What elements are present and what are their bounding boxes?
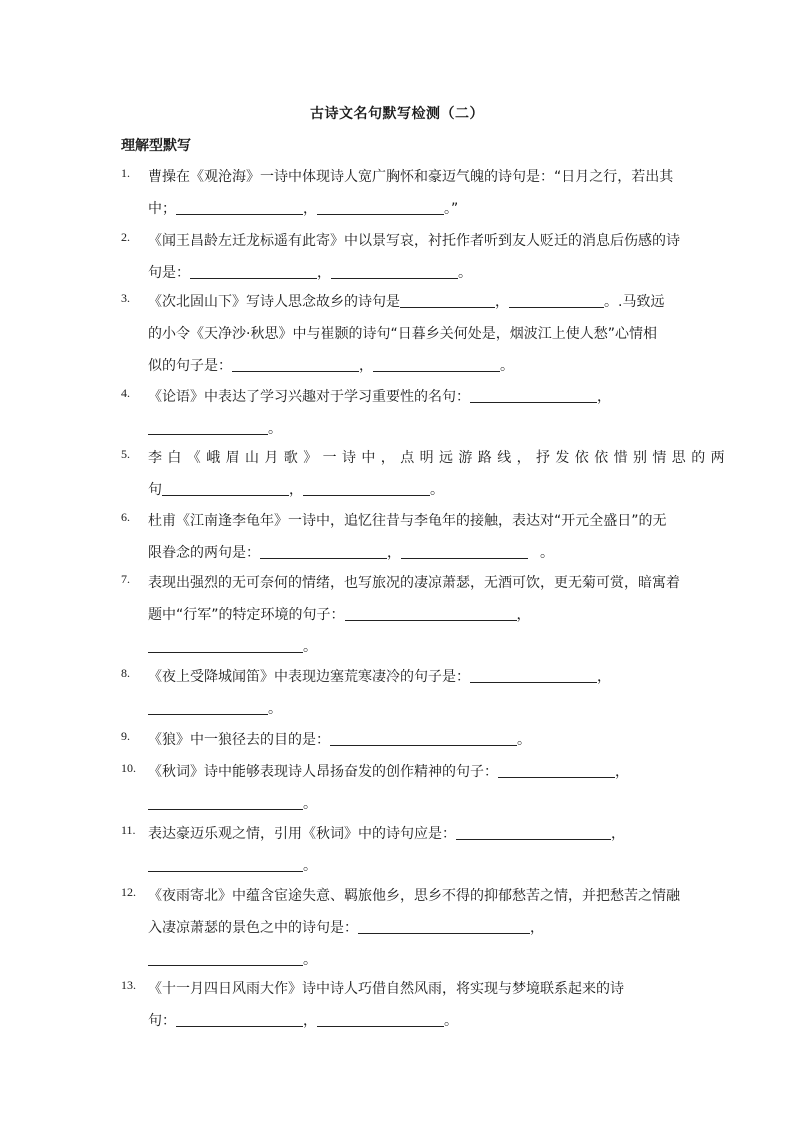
question-text: 。 bbox=[148, 855, 317, 875]
question-number: 6. bbox=[121, 510, 130, 524]
question-text: 入凄凉萧瑟的景色之中的诗句是： ， bbox=[148, 920, 544, 936]
question-number: 2. bbox=[121, 230, 130, 244]
question-text: 。 bbox=[148, 636, 317, 656]
question-text: 《夜上受降城闻笛》中表现边塞荒寒凄冷的句子是： ， bbox=[148, 669, 611, 685]
answer-blank[interactable] bbox=[470, 388, 597, 403]
question-text: 限眷念的两句是： ， 。 bbox=[148, 545, 554, 561]
question-text: 表达豪迈乐观之情，引用《秋词》中的诗句应是： ， bbox=[148, 826, 625, 842]
answer-blank[interactable] bbox=[317, 200, 444, 215]
question-number: 7. bbox=[121, 572, 130, 586]
question-text: 李白《峨眉山月歌》一诗中，点明远游路线，抒发依依惜别情思的两 bbox=[148, 450, 730, 466]
question-number: 12. bbox=[121, 885, 136, 899]
answer-blank[interactable] bbox=[345, 606, 517, 621]
section-heading: 理解型默写 bbox=[121, 138, 191, 154]
question-text: 《十一月四日风雨大作》诗中诗人巧借自然风雨，将实现与梦境联系起来的诗 bbox=[148, 981, 624, 997]
question-text: 《夜雨寄北》中蕴含宦途失意、羁旅他乡，思乡不得的抑郁愁苦之情，并把愁苦之情融 bbox=[148, 888, 680, 904]
answer-blank[interactable] bbox=[330, 731, 517, 746]
answer-blank[interactable] bbox=[456, 825, 611, 840]
question-text: 《次北固山下》写诗人思念故乡的诗句是 ， 。.马致远 bbox=[148, 294, 665, 310]
question-number: 3. bbox=[121, 291, 130, 305]
question-text: 句是： ， 。 bbox=[148, 265, 472, 281]
answer-blank[interactable] bbox=[148, 795, 303, 810]
answer-blank[interactable] bbox=[148, 700, 268, 715]
question-number: 10. bbox=[121, 761, 136, 775]
question-text: 《闻王昌龄左迁龙标遥有此寄》中以景写哀，衬托作者听到友人贬迁的消息后伤感的诗 bbox=[148, 233, 680, 249]
answer-blank[interactable] bbox=[470, 668, 597, 683]
answer-blank[interactable] bbox=[331, 264, 458, 279]
answer-blank[interactable] bbox=[190, 264, 317, 279]
question-text: 《秋词》诗中能够表现诗人昂扬奋发的创作精神的句子： ， bbox=[148, 764, 629, 780]
question-text: 。 bbox=[148, 793, 317, 813]
answer-blank[interactable] bbox=[176, 1012, 303, 1027]
question-text: 。 bbox=[148, 698, 282, 718]
question-text: 曹操在《观沧海》一诗中体现诗人宽广胸怀和豪迈气魄的诗句是：“日月之行，若出其 bbox=[148, 169, 674, 185]
question-number: 1. bbox=[121, 166, 130, 180]
question-number: 13. bbox=[121, 978, 136, 992]
page-title: 古诗文名句默写检测（二） bbox=[310, 106, 484, 122]
answer-blank[interactable] bbox=[498, 763, 615, 778]
answer-blank[interactable] bbox=[358, 919, 530, 934]
answer-blank[interactable] bbox=[232, 357, 359, 372]
question-text: 表现出强烈的无可奈何的情绪，也写旅况的凄凉萧瑟，无酒可饮，更无菊可赏，暗寓着 bbox=[148, 575, 680, 591]
question-text: 题中“行军”的特定环境的句子： ， bbox=[148, 607, 531, 623]
question-number: 9. bbox=[121, 729, 130, 743]
answer-blank[interactable] bbox=[509, 293, 604, 308]
question-number: 11. bbox=[121, 823, 136, 837]
answer-blank[interactable] bbox=[401, 544, 528, 559]
question-text: 句： ， 。 bbox=[148, 1013, 458, 1029]
question-number: 8. bbox=[121, 666, 130, 680]
question-number: 5. bbox=[121, 447, 130, 461]
answer-blank[interactable] bbox=[148, 420, 268, 435]
answer-blank[interactable] bbox=[373, 357, 500, 372]
question-text: 中； ， 。” bbox=[148, 201, 459, 217]
answer-blank[interactable] bbox=[303, 481, 430, 496]
answer-blank[interactable] bbox=[176, 200, 303, 215]
question-text: 的小令《天净沙·秋思》中与崔颢的诗句“日暮乡关何处是，烟波江上使人愁”心情相 bbox=[148, 326, 657, 342]
answer-blank[interactable] bbox=[148, 951, 303, 966]
answer-blank[interactable] bbox=[148, 857, 303, 872]
question-text: 似的句子是： ， 。 bbox=[148, 358, 514, 374]
answer-blank[interactable] bbox=[400, 293, 495, 308]
answer-blank[interactable] bbox=[162, 481, 289, 496]
answer-blank[interactable] bbox=[317, 1012, 444, 1027]
question-text: 。 bbox=[148, 949, 317, 969]
answer-blank[interactable] bbox=[260, 544, 387, 559]
question-text: 《狼》中一狼径去的目的是： 。 bbox=[148, 732, 531, 748]
question-text: 杜甫《江南逢李龟年》一诗中，追忆往昔与李龟年的接触，表达对“开元全盛日”的无 bbox=[148, 513, 667, 529]
question-text: 《论语》中表达了学习兴趣对于学习重要性的名句： ， bbox=[148, 389, 611, 405]
answer-blank[interactable] bbox=[148, 638, 303, 653]
question-text: 。 bbox=[148, 418, 282, 438]
question-text: 句 ， 。 bbox=[148, 482, 444, 498]
question-number: 4. bbox=[121, 386, 130, 400]
